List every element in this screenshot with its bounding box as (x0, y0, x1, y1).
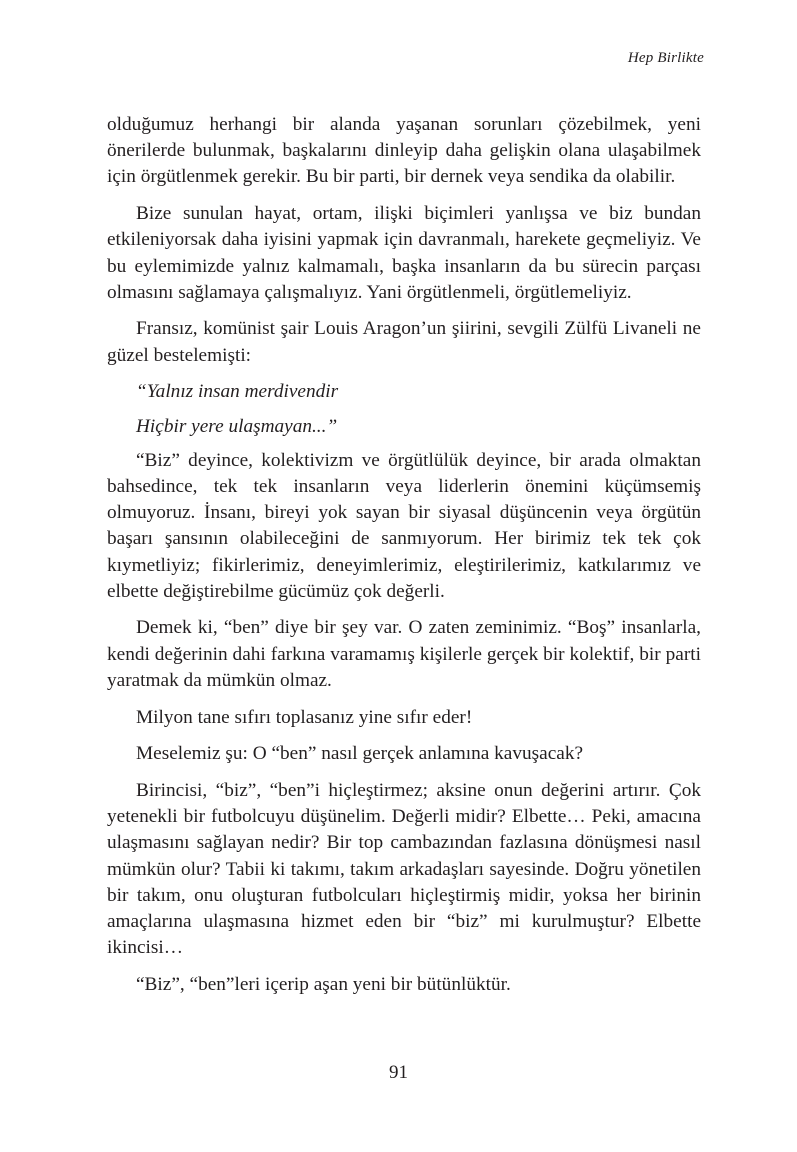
verse-line: “Yalnız insan merdivendir (136, 381, 339, 403)
body-text (107, 112, 701, 1009)
verse-line: Hiçbir yere ulaşmayan...” (136, 415, 338, 437)
paragraph: “Biz” deyince, kolektivizm ve örgütlülük deyince, bir arada olmaktan bahsedince, tek tek insanların veya liderlerin önemini küçümsemiş olmuyoruz. İnsanı, bireyi yok sayan bir siyasal düşüncenin veya örgütün başarı şansının olabileceğini de sanmıyorum. Her birimiz tek tek çok kıymetliyiz; fikirlerimiz, deneyimlerimiz, eleştirilerimiz, katkılarımız ve elbette değiştirebilme gücümüz çok değerli. (107, 449, 701, 602)
paragraph: Demek ki, “ben” diye bir şey var. O zaten zeminimiz. “Boş” insanlarla, kendi değerinin dahi farkına varamamış kişilerle gerçek bir kolektif, bir parti yaratmak da mümkün olmaz. (107, 617, 701, 691)
paragraph: Meselemiz şu: O “ben” nasıl gerçek anlamına kavuşacak? (136, 743, 584, 765)
paragraph: Bize sunulan hayat, ortam, ilişki biçimleri yanlışsa ve biz bundan etkileniyorsak daha iyisini yapmak için davranmalı, harekete geçmeliyiz. Ve bu eylemimizde yalnız kalmamalı, başka insanların da bu sürecin parçası olmasını sağlamaya çalışmalıyız. Yani örgütlenmeli, örgütlemeliyiz. (107, 203, 701, 303)
paragraph: Milyon tane sıfırı toplasanız yine sıfır eder! (136, 706, 473, 728)
paragraph: Birincisi, “biz”, “ben”i hiçleştirmez; aksine onun değerini artırır. Çok yetenekli bir futbolcuyu düşünelim. Değerli midir? Elbette… Peki, amacına ulaşmasını sağlayan nedir? Bir top cambazından fazlasına dönüşmesi nasıl mümkün olur? Tabii ki takımı, takım arkadaşları sayesinde. Doğru yönetilen bir takım, onu oluşturan futbolcuları hiçleştirmiş midir, yoksa her birinin amaçlarına ulaşmasına hizmet eden bir “biz” mi kurulmuştur? Elbette ikincisi… (107, 779, 701, 959)
running-header: Hep Birlikte (627, 50, 704, 66)
paragraph: olduğumuz herhangi bir alanda yaşanan sorunları çözebilmek, yeni önerilerde bulunmak, başkalarını dinleyip daha gelişkin olana ulaşabilmek için örgütlenmek gerekir. Bu bir parti, bir dernek veya sendika da olabilir. (107, 114, 701, 188)
paragraph: “Biz”, “ben”leri içerip aşan yeni bir bütünlüktür. (136, 973, 511, 995)
page-number: 91 (389, 1062, 408, 1083)
paragraph: Fransız, komünist şair Louis Aragon’un şiirini, sevgili Zülfü Livaneli ne güzel bestelemişti: (107, 318, 701, 366)
